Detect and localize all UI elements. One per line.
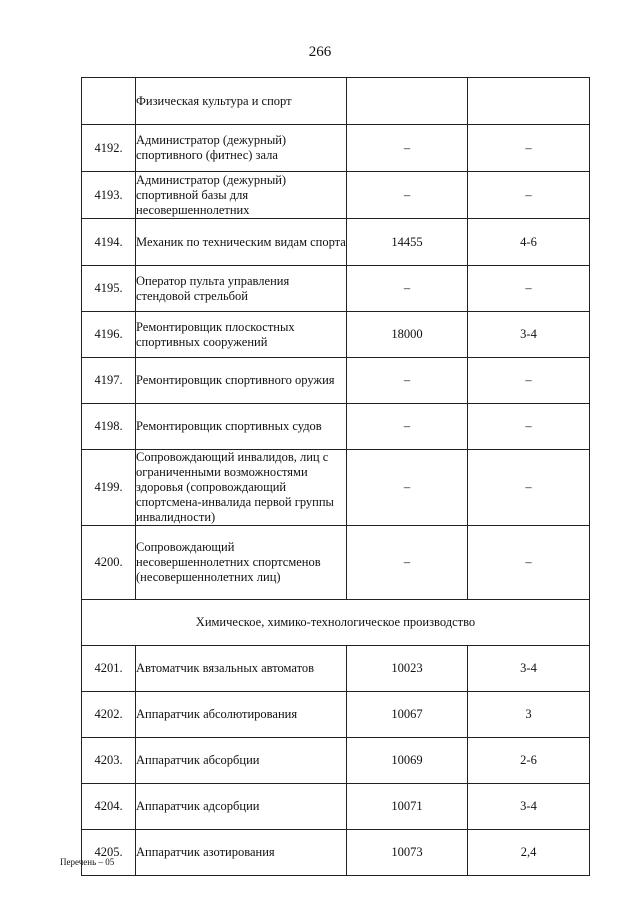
profession-name: Сопровождающий несовершеннолетних спортсменов (несовершеннолетних лиц) [136,526,347,600]
table-row [82,830,590,876]
row-number: 4197. [82,358,136,404]
table-row [82,784,590,830]
profession-code: 10073 [347,830,468,876]
qualification-range: 3 [468,692,590,738]
row-number: 4193. [82,172,136,219]
qualification-range: 2-6 [468,738,590,784]
row-number: 4192. [82,125,136,172]
profession-name: Аппаратчик азотирования [136,830,347,876]
row-number: 4198. [82,404,136,450]
profession-name: Ремонтировщик спортивных судов [136,404,347,450]
table-row [82,450,590,526]
table-row [82,692,590,738]
qualification-range: 4-6 [468,219,590,266]
table-row [82,266,590,312]
row-number: 4202. [82,692,136,738]
row-number: 4195. [82,266,136,312]
profession-code: – [347,450,468,526]
qualification-range: – [468,526,590,600]
row-number: 4203. [82,738,136,784]
profession-code: 18000 [347,312,468,358]
table-row [82,526,590,600]
section-row-chemical [82,600,590,646]
qualification-range: 3-4 [468,312,590,358]
row-number: 4194. [82,219,136,266]
row-number: 4201. [82,646,136,692]
page-number: 266 [308,44,332,60]
profession-code: – [347,526,468,600]
section-title: Химическое, химико-технологическое производство [82,600,590,646]
profession-code: 10067 [347,692,468,738]
section-num-cell [82,78,136,125]
section-row-sport [82,78,590,125]
profession-name: Механик по техническим видам спорта [136,219,347,266]
profession-name: Администратор (дежурный) спортивной базы для несовершеннолетних [136,172,347,219]
profession-name: Ремонтировщик спортивного оружия [136,358,347,404]
qualification-range: – [468,358,590,404]
profession-code: – [347,358,468,404]
profession-name: Аппаратчик абсорбции [136,738,347,784]
profession-code: 10071 [347,784,468,830]
table-row [82,125,590,172]
qualification-range: 2,4 [468,830,590,876]
profession-code: – [347,266,468,312]
qualification-range: – [468,125,590,172]
profession-code: 10023 [347,646,468,692]
row-number: 4204. [82,784,136,830]
profession-code: – [347,404,468,450]
table-row [82,172,590,219]
qualification-range: 3-4 [468,784,590,830]
qualification-range: – [468,450,590,526]
section-code-cell [347,78,468,125]
table-row [82,312,590,358]
table-row [82,738,590,784]
profession-name: Оператор пульта управления стендовой стрельбой [136,266,347,312]
profession-code: – [347,172,468,219]
professions-table [81,77,590,876]
row-number: 4200. [82,526,136,600]
profession-name: Аппаратчик абсолютирования [136,692,347,738]
section-cat-cell [468,78,590,125]
row-number: 4196. [82,312,136,358]
table-row [82,404,590,450]
table-row [82,646,590,692]
profession-name: Сопровождающий инвалидов, лиц с ограниченными возможностями здоровья (сопровождающий спортсмена-инвалида первой группы инвалидности) [136,450,347,526]
profession-name: Автоматчик вязальных автоматов [136,646,347,692]
profession-code: – [347,125,468,172]
qualification-range: 3-4 [468,646,590,692]
profession-name: Аппаратчик адсорбции [136,784,347,830]
profession-name: Ремонтировщик плоскостных спортивных сооружений [136,312,347,358]
row-number: 4199. [82,450,136,526]
qualification-range: – [468,172,590,219]
profession-code: 10069 [347,738,468,784]
qualification-range: – [468,404,590,450]
table-row [82,358,590,404]
profession-code: 14455 [347,219,468,266]
document-footer: Перечень – 05 [60,857,115,867]
profession-name: Администратор (дежурный) спортивного (фитнес) зала [136,125,347,172]
table-row [82,219,590,266]
section-title: Физическая культура и спорт [136,78,347,125]
row-number: 4205. [82,830,136,876]
qualification-range: – [468,266,590,312]
